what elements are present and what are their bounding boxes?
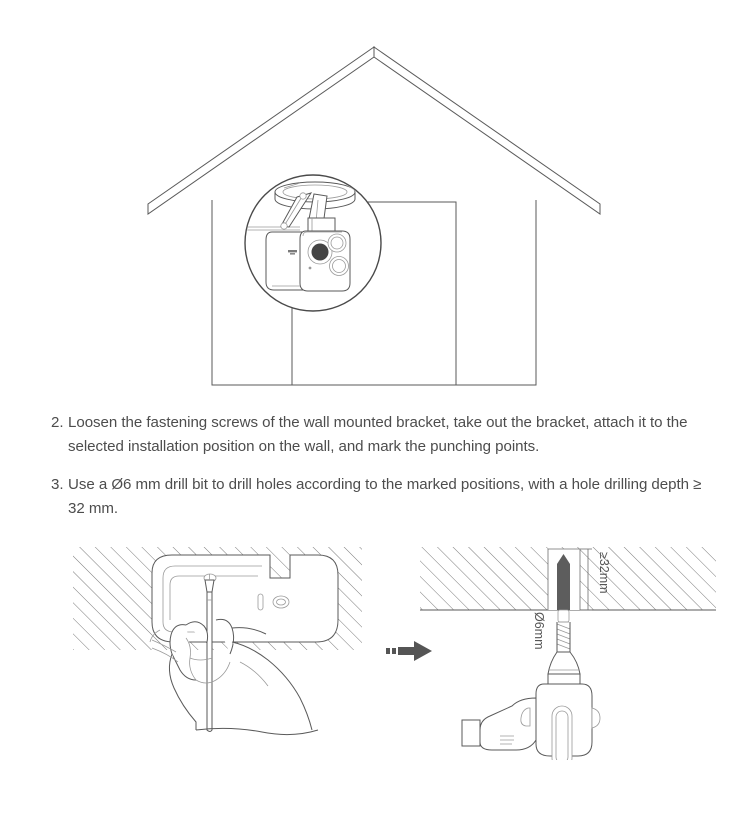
step-3-number: 3.	[51, 475, 64, 493]
house-diagram-svg	[0, 0, 749, 400]
diameter-dimension	[532, 612, 546, 650]
depth-dimension-label: ≥32mm	[597, 552, 611, 594]
instruction-list	[51, 411, 717, 534]
diameter-dimension-label: Ø6mm	[532, 612, 546, 650]
figure-marking-and-drilling	[0, 530, 749, 760]
figure-house-with-camera	[0, 0, 749, 400]
electric-drill	[462, 652, 600, 760]
step-2-text: Loosen the fastening screws of the wall mounted bracket, take out the bracket, attach it to the selected installation position on the wall, and mark the punching points.	[68, 414, 688, 455]
instruction-step-3	[51, 473, 717, 521]
drilled-hole	[548, 549, 580, 610]
roof	[148, 47, 600, 214]
drill-bit	[557, 610, 570, 652]
drill-diagram-svg	[0, 530, 749, 760]
step-3-text: Use a Ø6 mm drill bit to drill holes according to the marked positions, with a hole drilling depth ≥ 32 mm.	[68, 475, 702, 517]
instruction-step-2	[51, 411, 717, 459]
flow-arrow	[386, 641, 432, 661]
security-camera-body	[266, 231, 350, 291]
step-2-number: 2.	[51, 414, 64, 431]
panel-marking-points	[73, 547, 362, 735]
panel-drilling-hole	[420, 547, 716, 760]
